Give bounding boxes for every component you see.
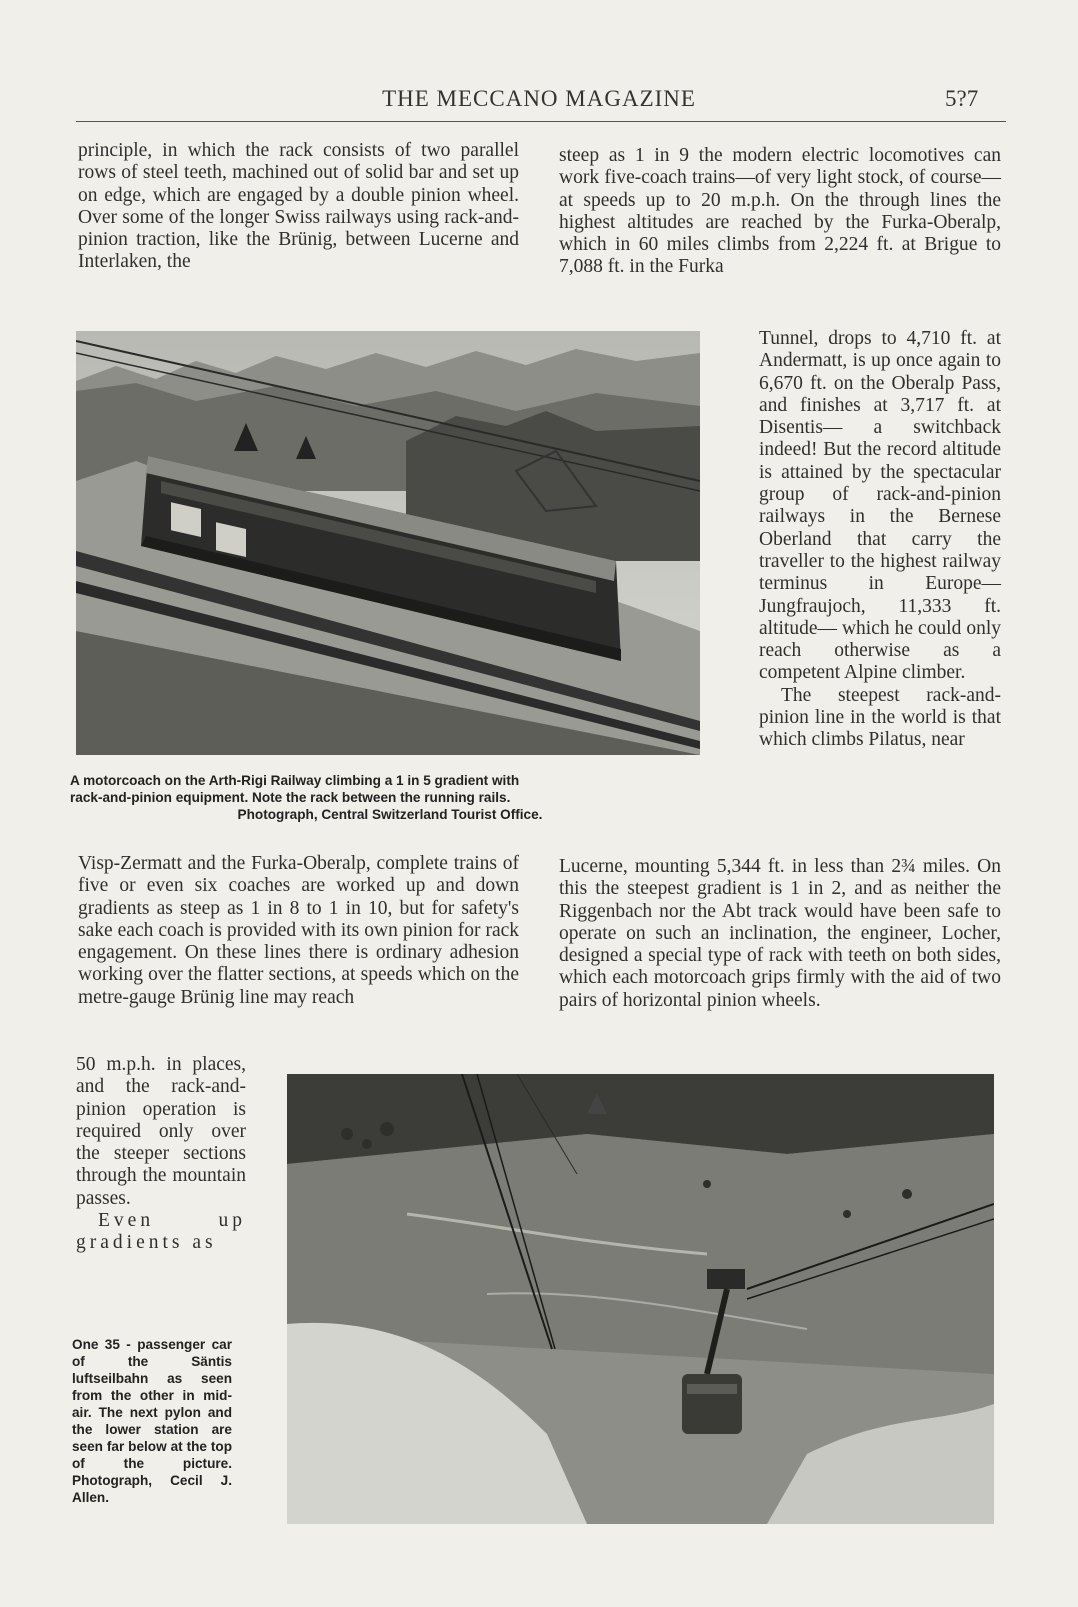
photo2-caption: One 35 - passenger car of the Säntis luftseilbahn as seen from the other in mid-air. The next pylon and the lower station are seen far below at the top of the picture. Photograph, Cecil J. Allen. bbox=[72, 1337, 232, 1505]
column-1-top-text: principle, in which the rack consists of two parallel rows of steel teeth, machined out of solid bar and set up on edge, which are engaged by a double pinion wheel. Over some of the longer Swiss railways using rack-and-pinion traction, like the Brünig, between Lucerne and Interlaken, the bbox=[78, 140, 519, 273]
header-rule bbox=[76, 121, 1006, 122]
santis-cable-car-photo bbox=[287, 1074, 994, 1524]
page-number: 5?7 bbox=[945, 86, 979, 111]
column-1-narrow-text: 50 m.p.h. in places, and the rack-and-pinion operation is required only over the steeper sections through the mountain passes. Even up gradients as bbox=[76, 1054, 246, 1254]
photo1-caption: A motorcoach on the Arth-Rigi Railway climbing a 1 in 5 gradient with rack-and-pinion equipment. Note the rack between the running rails. Photograph, Central Switzerland Tourist Office. bbox=[70, 773, 543, 822]
arth-rigi-motorcoach-photo bbox=[76, 331, 700, 755]
column-2-beside-photo-text: Tunnel, drops to 4,710 ft. at Andermatt, is up once again to 6,670 ft. on the Oberalp Pass, and finishes at 3,717 ft. at Disentis— a switchback indeed! But the record altitude is attained by the spectacular group of rack-and-pinion railways in the Bernese Oberland that carry the traveller to the highest railway terminus in Europe—Jungfraujoch, 11,333 ft. altitude— which he could only reach otherwise as a competent Alpine climber. The steepest rack-and-pinion line in the world is that which climbs Pilatus, near bbox=[759, 328, 1001, 751]
column-1-middle-text: Visp-Zermatt and the Furka-Oberalp, complete trains of five or even six coaches are worked up and down gradients as steep as 1 in 8 to 1 in 10, but for safety's sake each coach is provided with its own pinion for rack engagement. On these lines there is ordinary adhesion working over the flatter sections, at speeds which on the metre-gauge Brünig line may reach bbox=[78, 853, 519, 1008]
column-2-middle-text: Lucerne, mounting 5,344 ft. in less than 2¾ miles. On this the steepest gradient is 1 in 2, and as neither the Riggenbach nor the Abt track would have been safe to operate on such an inclination, the engineer, Locher, designed a special type of rack with teeth on both sides, which each motorcoach grips firmly with the aid of two pairs of horizontal pinion wheels. bbox=[559, 856, 1001, 1011]
magazine-title: THE MECCANO MAGAZINE bbox=[382, 86, 696, 111]
column-2-top-text: steep as 1 in 9 the modern electric locomotives can work five-coach trains—of very light stock, of course—at speeds up to 20 m.p.h. On the through lines the highest altitudes are reached by the Furka-Oberalp, which in 60 miles climbs from 2,224 ft. at Brigue to 7,088 ft. in the Furka bbox=[559, 145, 1001, 278]
